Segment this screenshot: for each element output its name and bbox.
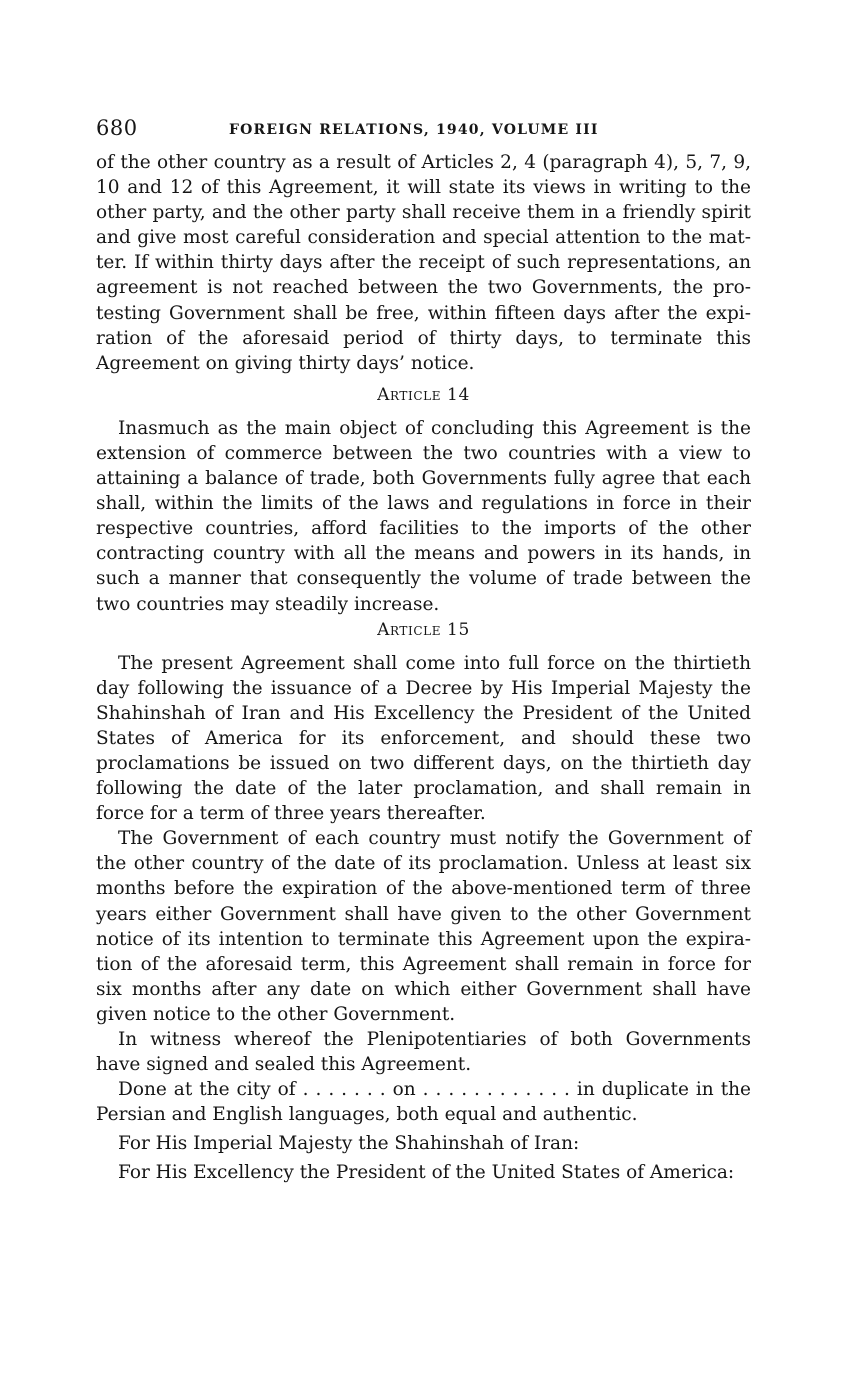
article-14-heading: Article 14 [377,384,470,405]
document-page [96,116,751,1186]
page-number: 680 [96,116,138,140]
running-head [96,116,751,146]
signature-line-iran: For His Imperial Majesty the Shahinshah of Iran: [118,1133,580,1155]
witness-paragraph: In witness whereof the Plenipotentiaries of both Governments have signed and sealed this Agreement. [96,1029,751,1076]
signature-line-usa: For His Excellency the President of the United States of America: [118,1162,735,1184]
article-14-text: Inasmuch as the main object of concluding this Agreement is the extension of commerce between the two countries with a view to attaining a balance of trade, both Governments fully agree that each shall, within the limits of the laws and regulations in force in their respective countries, afford facilities to the imports of the other contracting country with all the means and powers in its hands, in such a manner that consequently the volume of trade between the two countries may steadily increase. [96,417,751,615]
article-15-paragraph-1: The present Agreement shall come into full force on the thirtieth day following the issuance of a Decree by His Imperial Majesty the Shahinshah of Iran and His Excellency the President of the United States of America for its enforcement, and should these two proclamations be issued on two different days, on the thirtieth day following the date of the later proclamation, and shall remain in force for a term of three years thereafter. [96,652,751,825]
article-15-heading: Article 15 [377,619,470,640]
done-at-paragraph: Done at the city of . . . . . . . on . . . . . . . . . . . . in duplicate in the Persian and English languages, both equal and authentic. [96,1079,751,1126]
running-head-title: FOREIGN RELATIONS, 1940, VOLUME III [229,122,599,138]
continued-paragraph: of the other country as a result of Articles 2, 4 (paragraph 4), 5, 7, 9, 10 and 12 of this Agreement, it will state its views in writing to the other party, and the other party shall receive them in a friendly spirit and give most careful consideration and special attention to the matter. If within thirty days after the receipt of such representations, an agreement is not reached between the two Governments, the protesting Government shall be free, within fifteen days after the expiration of the aforesaid period of thirty days, to terminate this Agreement on giving thirty days’ notice. [96,152,751,374]
article-15-paragraph-2: The Government of each country must notify the Government of the other country of the date of its proclamation. Unless at least six months before the expiration of the above-mentioned term of three years either Government shall have given to the other Government notice of its intention to terminate this Agreement upon the expiration of the aforesaid term, this Agreement shall remain in force for six months after any date on which either Government shall have given notice to the other Government. [96,828,751,1025]
